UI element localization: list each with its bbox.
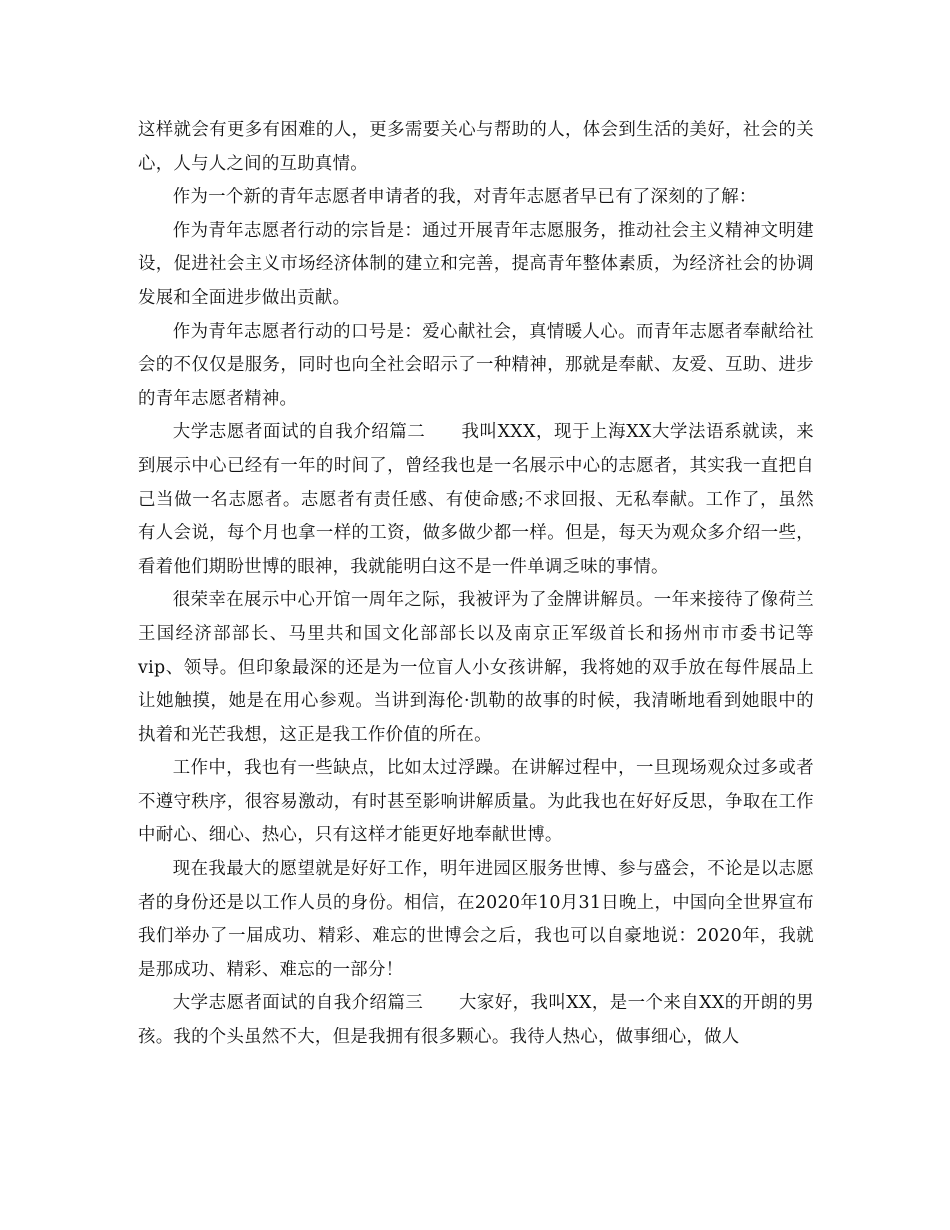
paragraph-6: 很荣幸在展示中心开馆一周年之际，我被评为了金牌讲解员。一年来接待了像荷兰王国经济部部长、马里共和国文化部部长以及南京正军级首长和扬州市市委书记等vip、领导。但印象最深的还是为一位盲人小女孩讲解，我将她的双手放在每件展品上让她触摸，她是在用心参观。当讲到海伦·凯勒的故事的时候，我清晰地看到她眼中的执着和光芒我想，这正是我工作价值的所在。 — [138, 590, 814, 745]
paragraph-2: 作为一个新的青年志愿者申请者的我，对青年志愿者早已有了深刻的了解： — [172, 187, 757, 208]
paragraph-9: 大学志愿者面试的自我介绍篇三 大家好，我叫XX，是一个来自XX的开朗的男孩。我的个头虽然不大，但是我拥有很多颗心。我待人热心，做事细心，做人 — [138, 993, 814, 1048]
paragraph-1: 这样就会有更多有困难的人，更多需要关心与帮助的人，体会到生活的美好，社会的关心，人与人之间的互助真情。 — [138, 120, 814, 174]
document-body — [138, 114, 814, 1055]
paragraph-7: 工作中，我也有一些缺点，比如太过浮躁。在讲解过程中，一旦现场观众过多或者不遵守秩序，很容易激动，有时甚至影响讲解质量。为此我也在好好反思，争取在工作中耐心、细心、热心，只有这样才能更好地奉献世博。 — [138, 758, 814, 846]
paragraph-5: 大学志愿者面试的自我介绍篇二 我叫XXX，现于上海XX大学法语系就读，来到展示中心已经有一年的时间了，曾经我也是一名展示中心的志愿者，其实我一直把自己当做一名志愿者。志愿者有责任感、有使命感;不求回报、无私奉献。工作了，虽然有人会说，每个月也拿一样的工资，做多做少都一样。但是，每天为观众多介绍一些，看着他们期盼世博的眼神，我就能明白这不是一件单调乏味的事情。 — [138, 422, 814, 577]
paragraph-3: 作为青年志愿者行动的宗旨是：通过开展青年志愿服务，推动社会主义精神文明建设，促进社会主义市场经济体制的建立和完善，提高青年整体素质，为经济社会的协调发展和全面进步做出贡献。 — [138, 220, 814, 308]
paragraph-8: 现在我最大的愿望就是好好工作，明年进园区服务世博、参与盛会，不论是以志愿者的身份还是以工作人员的身份。相信，在2020年10月31日晚上，中国向全世界宣布我们举办了一届成功、精彩、难忘的世博会之后，我也可以自豪地说：2020年，我就是那成功、精彩、难忘的一部分！ — [138, 859, 814, 980]
paragraph-4: 作为青年志愿者行动的口号是：爱心献社会，真情暖人心。而青年志愿者奉献给社会的不仅仅是服务，同时也向全社会昭示了一种精神，那就是奉献、友爱、互助、进步的青年志愿者精神。 — [138, 321, 814, 409]
